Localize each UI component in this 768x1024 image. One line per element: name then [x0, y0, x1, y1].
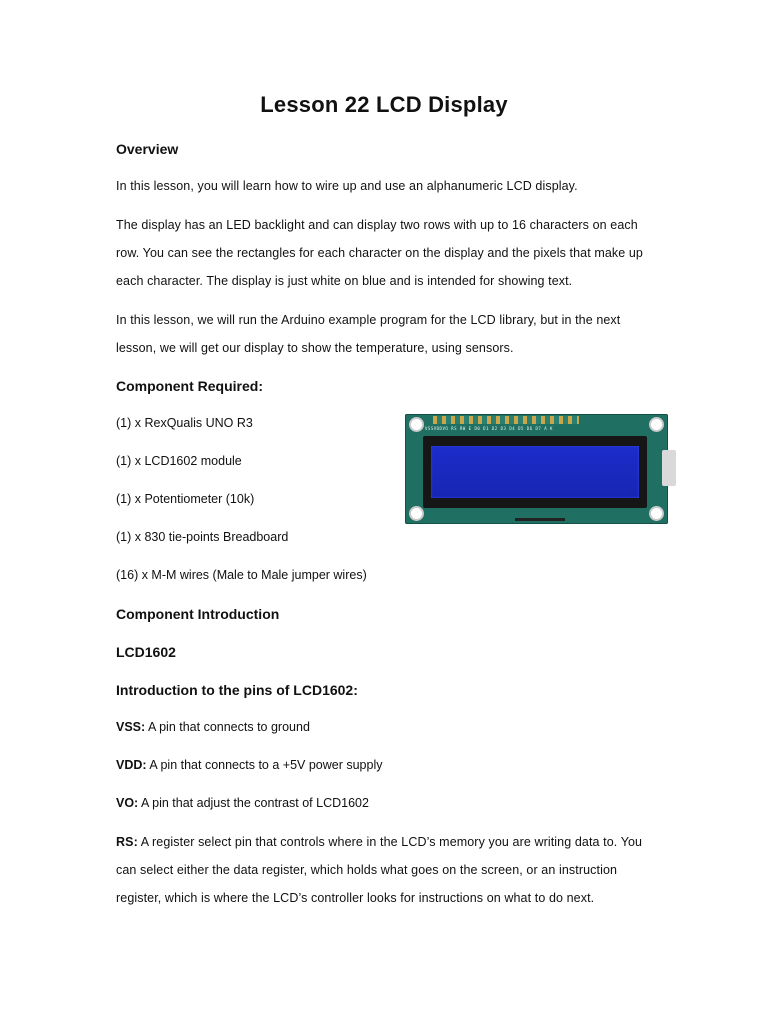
- header-pins: [433, 416, 579, 424]
- pin-vo: [116, 796, 369, 810]
- component-item: (1) x 830 tie-points Breadboard: [116, 530, 289, 544]
- side-connector: [662, 450, 676, 486]
- mounting-hole: [411, 419, 422, 430]
- component-item: (16) x M-M wires (Male to Male jumper wires): [116, 568, 367, 582]
- pin-name: VO:: [116, 796, 139, 810]
- pin-description: A pin that adjust the contrast of LCD1602: [138, 796, 369, 810]
- component-item: (1) x LCD1602 module: [116, 454, 242, 468]
- pin-name: RS:: [116, 835, 138, 849]
- pin-silkscreen: VSSVDDVO RS RW E D0 D1 D2 D3 D4 D5 D6 D7 A K: [425, 426, 553, 431]
- pin-description: A pin that connects to a +5V power supply: [146, 758, 383, 772]
- component-item: (1) x Potentiometer (10k): [116, 492, 255, 506]
- board-strip: [515, 518, 565, 521]
- pin-name: VDD:: [116, 758, 147, 772]
- components-heading: Component Required:: [116, 378, 263, 394]
- overview-paragraph-3: In this lesson, we will run the Arduino example program for the LCD library, but in the next lesson, we will get our display to show the temperature, using sensors.: [116, 313, 621, 355]
- pin-description: A register select pin that controls where in the LCD’s memory you are writing data to. You can select either the data register, which holds what goes on the screen, or an instruction register, which is where the LCD’s controller looks for instructions on what to do next.: [116, 835, 643, 905]
- mounting-hole: [651, 508, 662, 519]
- page-title: Lesson 22 LCD Display: [260, 92, 508, 117]
- pin-vdd: [116, 758, 382, 772]
- pin-description: A pin that connects to ground: [145, 720, 310, 734]
- pin-rs: [116, 828, 656, 912]
- component-intro-heading: Component Introduction: [116, 606, 280, 622]
- lcd1602-module-image: [405, 414, 668, 524]
- pins-heading: Introduction to the pins of LCD1602:: [116, 682, 358, 698]
- lcd-bezel: [423, 436, 647, 508]
- pin-vss: [116, 720, 310, 734]
- overview-paragraph-2: The display has an LED backlight and can display two rows with up to 16 characters on each row. You can see the rectangles for each character on the display and the pixels that make up each character. The display is just white on blue and is intended for showing text.: [116, 218, 643, 288]
- lcd-screen: [431, 446, 639, 498]
- overview-paragraph-1: In this lesson, you will learn how to wire up and use an alphanumeric LCD display.: [116, 179, 578, 193]
- overview-heading: Overview: [116, 141, 179, 157]
- mounting-hole: [651, 419, 662, 430]
- pin-name: VSS:: [116, 720, 146, 734]
- component-item: (1) x RexQualis UNO R3: [116, 416, 253, 430]
- lcd1602-subheading: LCD1602: [116, 644, 176, 660]
- mounting-hole: [411, 508, 422, 519]
